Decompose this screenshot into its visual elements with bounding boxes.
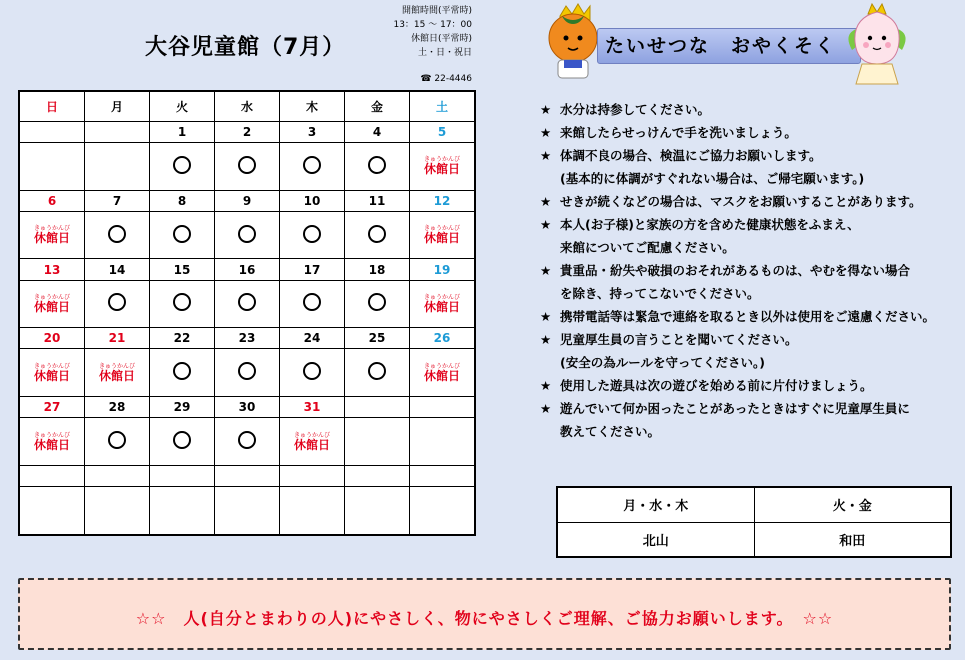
circle-open-icon	[173, 362, 191, 380]
opening-hours-value: 13：15 ～ 17：00	[393, 20, 472, 30]
closed-label: 休館日	[423, 368, 460, 383]
rule-text: 携帯電話等は緊急で連絡を取るとき以外は使用をご遠慮ください。	[560, 309, 936, 324]
opening-hours	[360, 4, 472, 32]
circle-open-icon	[303, 293, 321, 311]
circle-open-icon	[368, 293, 386, 311]
rule-item	[538, 213, 958, 259]
rule-text-continued: (基本的に体調がすぐれない場合は、ご帰宅願います。)	[560, 171, 865, 186]
calendar-date	[410, 397, 475, 418]
footer-message: ☆☆ 人(自分とまわりの人)にやさしく、物にやさしくご理解、ご協力お願いします。 ☆☆	[135, 609, 834, 628]
closed-days-value: 土・日・祝日	[417, 48, 472, 58]
closed-ruby: きゅうかんび	[423, 156, 460, 164]
calendar-date: 25	[345, 328, 410, 349]
calendar-date: 3	[280, 121, 345, 142]
calendar-date-row	[20, 190, 475, 211]
calendar-date: 12	[410, 190, 475, 211]
staff-days-2: 火・金	[754, 488, 951, 523]
closed-ruby: きゅうかんび	[98, 362, 135, 370]
calendar-mark-row	[20, 280, 475, 328]
rule-item	[538, 374, 958, 397]
rule-text: 来館したらせっけんで手を洗いましょう。	[560, 125, 797, 140]
star-icon: ★	[540, 401, 552, 416]
circle-open-icon	[368, 225, 386, 243]
calendar-date: 4	[345, 121, 410, 142]
calendar-date: 19	[410, 259, 475, 280]
calendar-date: 13	[20, 259, 85, 280]
calendar-date: 31	[280, 397, 345, 418]
calendar-date-row	[20, 259, 475, 280]
closed-label: 休館日	[423, 299, 460, 314]
calendar-cell	[345, 280, 410, 328]
rule-item	[538, 121, 958, 144]
calendar-cell	[215, 211, 280, 259]
calendar-cell	[410, 211, 475, 259]
weekday-sun: 日	[20, 92, 85, 122]
calendar-cell	[20, 211, 85, 259]
closed-ruby: きゅうかんび	[293, 431, 330, 439]
closed-label: 休館日	[423, 162, 460, 177]
calendar-empty-cell	[345, 487, 410, 535]
circle-open-icon	[173, 225, 191, 243]
closed-ruby: きゅうかんび	[33, 225, 70, 233]
star-icon: ★	[540, 378, 552, 393]
calendar-cell	[150, 142, 215, 190]
weekday-tue: 火	[150, 92, 215, 122]
calendar-cell	[345, 418, 410, 466]
circle-open-icon	[238, 293, 256, 311]
calendar-date: 8	[150, 190, 215, 211]
calendar-date: 11	[345, 190, 410, 211]
calendar-date: 14	[85, 259, 150, 280]
circle-open-icon	[368, 362, 386, 380]
calendar-date: 10	[280, 190, 345, 211]
calendar-cell	[280, 280, 345, 328]
closed-label: 休館日	[98, 368, 135, 383]
staff-name-2: 和田	[754, 522, 951, 557]
circle-open-icon	[173, 293, 191, 311]
calendar-date	[85, 121, 150, 142]
calendar-empty-cell	[280, 487, 345, 535]
calendar-empty-cell	[150, 487, 215, 535]
closed-label: 休館日	[33, 437, 70, 452]
star-icon: ★	[540, 332, 552, 347]
star-icon: ★	[540, 125, 552, 140]
closed-ruby: きゅうかんび	[423, 362, 460, 370]
calendar-date: 20	[20, 328, 85, 349]
calendar-date: 23	[215, 328, 280, 349]
calendar-cell	[410, 280, 475, 328]
calendar-date: 2	[215, 121, 280, 142]
calendar-date	[345, 397, 410, 418]
promise-banner-text: たいせつな おやくそく	[605, 35, 837, 57]
closed-ruby: きゅうかんび	[33, 431, 70, 439]
calendar-cell	[20, 280, 85, 328]
calendar-date: 7	[85, 190, 150, 211]
closed-days	[360, 32, 472, 60]
rule-text: 遊んでいて何か困ったことがあったときはすぐに児童厚生員に	[560, 401, 910, 416]
calendar-empty-cell	[85, 487, 150, 535]
calendar-date-row	[20, 328, 475, 349]
closed-label: 休館日	[33, 368, 70, 383]
circle-open-icon	[108, 225, 126, 243]
calendar-cell	[410, 349, 475, 397]
calendar-cell	[280, 142, 345, 190]
weekday-fri: 金	[345, 92, 410, 122]
rule-text: 本人(お子様)と家族の方を含めた健康状態をふまえ、	[560, 217, 860, 232]
calendar-cell	[85, 418, 150, 466]
calendar-cell	[215, 349, 280, 397]
calendar-date: 9	[215, 190, 280, 211]
closed-label: 休館日	[33, 299, 70, 314]
calendar-date: 24	[280, 328, 345, 349]
calendar-date: 15	[150, 259, 215, 280]
calendar-cell	[280, 349, 345, 397]
calendar-empty-row	[20, 487, 475, 535]
rule-item	[538, 328, 958, 374]
calendar-cell	[215, 280, 280, 328]
rule-text: 使用した遊具は次の遊びを始める前に片付けましょう。	[560, 378, 873, 393]
circle-open-icon	[108, 293, 126, 311]
page-title: 大谷児童館（7月）	[145, 35, 346, 60]
weekday-wed: 水	[215, 92, 280, 122]
rule-text: 貴重品・紛失や破損のおそれがあるものは、やむを得ない場合	[560, 263, 911, 278]
rule-item	[538, 190, 958, 213]
calendar-cell	[150, 211, 215, 259]
circle-open-icon	[108, 431, 126, 449]
weekday-mon: 月	[85, 92, 150, 122]
star-icon: ★	[540, 309, 552, 324]
calendar-date: 21	[85, 328, 150, 349]
calendar-empty-cell	[410, 487, 475, 535]
circle-open-icon	[238, 362, 256, 380]
rule-text-continued: 教えてください。	[560, 424, 661, 439]
calendar-empty-cell	[20, 487, 85, 535]
circle-open-icon	[238, 156, 256, 174]
rule-text-continued: 来館についてご配慮ください。	[560, 240, 735, 255]
calendar-cell	[280, 211, 345, 259]
calendar-date-row	[20, 121, 475, 142]
calendar-date: 5	[410, 121, 475, 142]
calendar-cell	[150, 280, 215, 328]
circle-open-icon	[303, 362, 321, 380]
phone-number: ☎ 22-4446	[420, 74, 472, 84]
calendar-cell	[85, 142, 150, 190]
star-icon: ★	[540, 194, 552, 209]
rule-item	[538, 144, 958, 190]
persimmon-mascot-icon	[540, 2, 604, 84]
calendar-cell	[345, 349, 410, 397]
calendar	[18, 90, 476, 536]
calendar-date: 28	[85, 397, 150, 418]
rule-text-continued: (安全の為ルールを守ってください。)	[560, 355, 765, 370]
rule-text: 児童厚生員の言うことを聞いてください。	[560, 332, 798, 347]
weekday-thu: 木	[280, 92, 345, 122]
opening-hours-label: 開館時間(平常時)	[401, 6, 472, 16]
star-icon: ★	[540, 217, 552, 232]
calendar-empty-cell	[20, 466, 85, 487]
calendar-date: 18	[345, 259, 410, 280]
star-icon: ★	[540, 102, 552, 117]
peach-mascot-icon	[844, 2, 910, 86]
calendar-empty-cell	[345, 466, 410, 487]
calendar-date: 1	[150, 121, 215, 142]
closed-label: 休館日	[423, 231, 460, 246]
calendar-cell	[85, 349, 150, 397]
calendar-empty-row	[20, 466, 475, 487]
circle-open-icon	[238, 431, 256, 449]
calendar-date-row	[20, 397, 475, 418]
circle-open-icon	[368, 156, 386, 174]
closed-label: 休館日	[293, 437, 330, 452]
calendar-cell	[345, 211, 410, 259]
rule-text-continued: を除き、持ってこないでください。	[560, 286, 760, 301]
calendar-date: 30	[215, 397, 280, 418]
circle-open-icon	[238, 225, 256, 243]
rule-item	[538, 397, 958, 443]
circle-open-icon	[303, 225, 321, 243]
calendar-date: 22	[150, 328, 215, 349]
calendar-cell	[20, 418, 85, 466]
circle-open-icon	[173, 156, 191, 174]
rule-item	[538, 259, 958, 305]
rule-item	[538, 98, 958, 121]
staff-schedule	[556, 486, 952, 558]
calendar-empty-cell	[215, 487, 280, 535]
calendar-cell	[150, 418, 215, 466]
rule-text: 水分は持参してください。	[560, 102, 711, 117]
closed-label: 休館日	[33, 231, 70, 246]
calendar-mark-row	[20, 418, 475, 466]
calendar-empty-cell	[280, 466, 345, 487]
calendar-cell	[345, 142, 410, 190]
calendar-date: 27	[20, 397, 85, 418]
circle-open-icon	[303, 156, 321, 174]
calendar-cell	[280, 418, 345, 466]
calendar-date	[20, 121, 85, 142]
calendar-cell	[85, 211, 150, 259]
closed-ruby: きゅうかんび	[423, 293, 460, 301]
calendar-mark-row	[20, 349, 475, 397]
star-icon: ★	[540, 263, 552, 278]
calendar-empty-cell	[215, 466, 280, 487]
star-icon: ★	[540, 148, 552, 163]
calendar-cell	[215, 142, 280, 190]
calendar-empty-cell	[85, 466, 150, 487]
calendar-cell	[410, 142, 475, 190]
staff-name-1: 北山	[558, 522, 755, 557]
circle-open-icon	[173, 431, 191, 449]
calendar-mark-row	[20, 211, 475, 259]
calendar-date: 29	[150, 397, 215, 418]
calendar-empty-cell	[410, 466, 475, 487]
rule-text: せきが続くなどの場合は、マスクをお願いすることがあります。	[560, 194, 922, 209]
calendar-empty-cell	[150, 466, 215, 487]
rules-list	[538, 98, 958, 443]
weekday-sat: 土	[410, 92, 475, 122]
calendar-cell	[215, 418, 280, 466]
calendar-cell	[150, 349, 215, 397]
closed-ruby: きゅうかんび	[423, 225, 460, 233]
rule-item	[538, 305, 958, 328]
rule-text: 体調不良の場合、検温にご協力お願いします。	[560, 148, 822, 163]
closed-days-label: 休館日(平常時)	[410, 34, 472, 44]
closed-ruby: きゅうかんび	[33, 293, 70, 301]
staff-days-1: 月・水・木	[558, 488, 755, 523]
calendar-cell	[410, 418, 475, 466]
calendar-cell	[20, 349, 85, 397]
calendar-date: 16	[215, 259, 280, 280]
calendar-date: 17	[280, 259, 345, 280]
calendar-cell	[20, 142, 85, 190]
closed-ruby: きゅうかんび	[33, 362, 70, 370]
calendar-date: 6	[20, 190, 85, 211]
calendar-date: 26	[410, 328, 475, 349]
calendar-cell	[85, 280, 150, 328]
calendar-mark-row	[20, 142, 475, 190]
calendar-header-row	[20, 92, 475, 122]
